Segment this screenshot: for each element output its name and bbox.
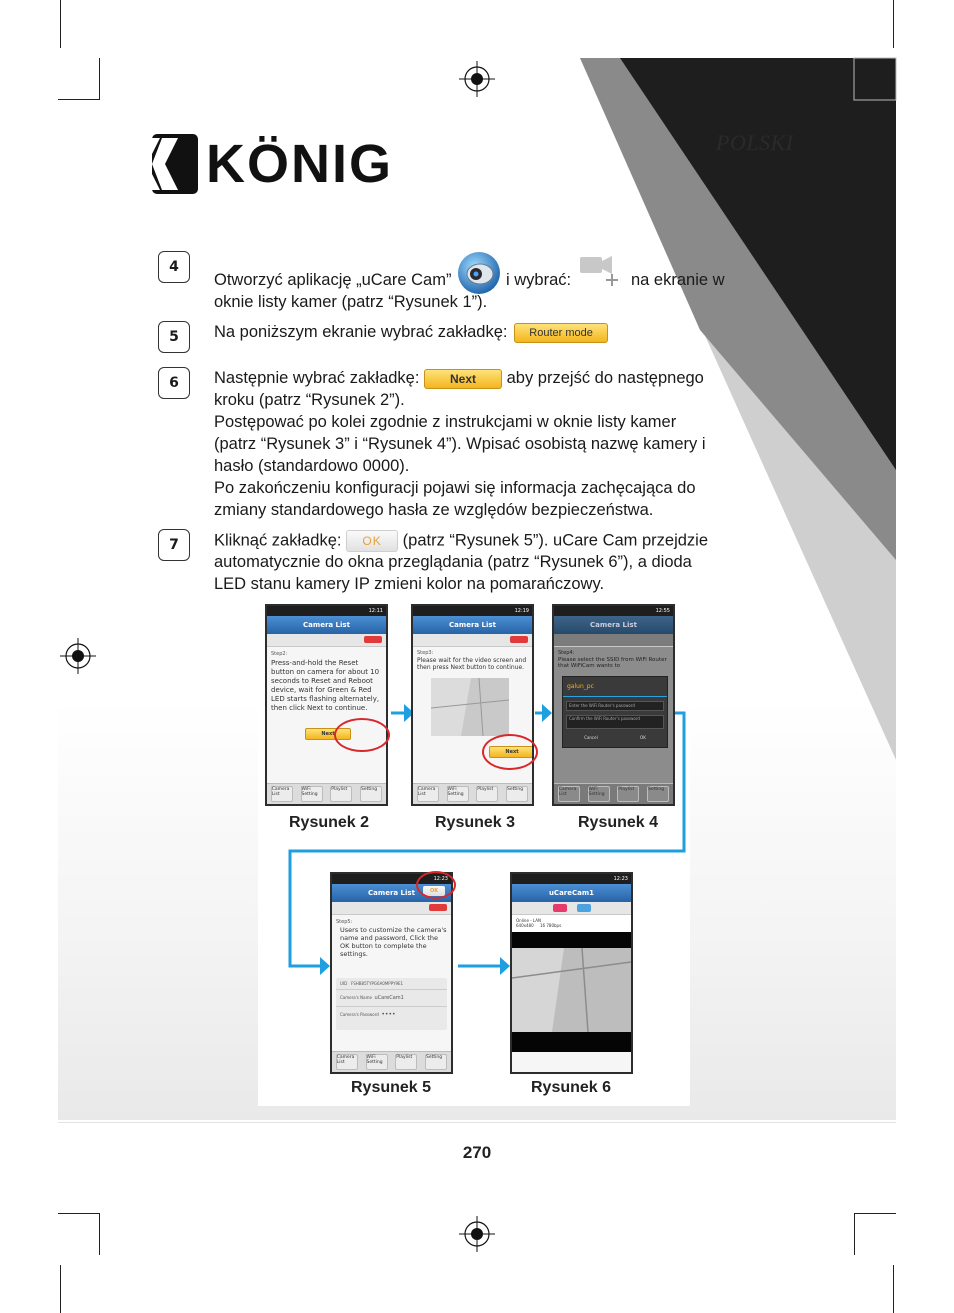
sub-toolbar [512, 902, 631, 915]
step-text: na ekranie w [631, 271, 725, 289]
step-text: zmiany standardowego hasła ze względów bezpieczeństwa. [214, 501, 654, 519]
audio-icon[interactable] [577, 904, 591, 912]
konig-logo-icon [152, 134, 198, 194]
step-number: 4 [158, 251, 190, 283]
step-text: hasło (standardowo 0000). [214, 457, 410, 475]
status-bar [512, 874, 631, 884]
step-text: automatycznie do okna przeglądania (patrz “Rysunek 6”), a dioda [214, 553, 692, 571]
bottom-tab-bar [554, 783, 673, 804]
tab-playlist[interactable]: Playlist [330, 786, 352, 802]
step-text: aby przejść do następnego [506, 369, 704, 387]
screen-title: Camera List [413, 616, 532, 634]
tab-wifi-setting[interactable]: WiFi Setting [366, 1054, 388, 1070]
add-camera-icon [580, 253, 622, 287]
step-text: (patrz “Rysunek 3” i “Rysunek 4”). Wpisać osobistą nazwę kamery i [214, 435, 706, 453]
page-number: 270 [462, 1143, 492, 1162]
screenshot-step2 [265, 604, 388, 806]
figure-caption: Rysunek 5 [351, 1079, 432, 1096]
tab-setting[interactable]: Setting [360, 786, 382, 802]
next-button[interactable]: Next [489, 746, 534, 758]
step-text: kroku (patrz “Rysunek 2”). [214, 391, 405, 409]
bottom-tab-bar [413, 783, 532, 804]
camera-form [336, 978, 447, 1030]
screenshot-step6 [510, 872, 633, 1074]
wifi-password-dialog [562, 676, 668, 748]
camera-name-input[interactable]: uCareCam1 [374, 995, 404, 1001]
tab-wifi-setting[interactable]: WiFi Setting [301, 786, 323, 802]
tab-playlist[interactable]: Playlist [476, 786, 498, 802]
tab-camera-list[interactable]: Camera List [271, 786, 293, 802]
status-bar [554, 606, 673, 616]
screenshot-step5 [330, 872, 453, 1074]
step-text: Następnie wybrać zakładkę: [214, 369, 420, 387]
tab-setting[interactable]: Setting [425, 1054, 447, 1070]
step-instructions: Please select the SSID from WiFi Router that WiFiCam wants to [558, 656, 667, 669]
tab-setting[interactable]: Setting [506, 786, 528, 802]
tab-playlist[interactable]: Playlist [395, 1054, 417, 1070]
screen-title-text: Camera List [368, 889, 415, 897]
screen-content [554, 647, 673, 673]
step-text: Kliknąć zakładkę: [214, 531, 342, 550]
close-icon [429, 904, 447, 911]
screen-title: uCareCam1 [512, 884, 631, 902]
ssid-label: galun_pc [563, 677, 667, 697]
tab-wifi-setting[interactable]: WiFi Setting [447, 786, 469, 802]
step-number: 6 [158, 367, 190, 399]
router-mode-button[interactable]: Router mode [514, 323, 608, 343]
figure-caption: Rysunek 4 [578, 814, 659, 831]
next-button[interactable]: Next [305, 728, 351, 740]
status-bar [413, 606, 532, 616]
step-label: Step4: [558, 650, 575, 656]
figure-caption: Rysunek 6 [531, 1079, 612, 1096]
tab-camera-list[interactable]: Camera List [336, 1054, 358, 1070]
step-5-line [214, 322, 734, 344]
resolution-value: 640x480 [516, 923, 534, 928]
close-icon [364, 636, 382, 643]
ok-button[interactable]: OK [423, 886, 445, 896]
sub-toolbar [267, 634, 386, 647]
step-text: Na poniższym ekranie wybrać zakładkę: [214, 323, 508, 341]
status-bar [267, 606, 386, 616]
camera-password-input[interactable]: •••• [381, 1011, 396, 1018]
bottom-tab-bar [332, 1051, 451, 1072]
highlight-circle [416, 871, 456, 899]
step-text: (patrz “Rysunek 5”). uCare Cam przejdzie [402, 531, 709, 550]
step-label: Step5: [336, 919, 353, 925]
language-label: POLSKI [716, 130, 794, 155]
screenshot-step3 [411, 604, 534, 806]
highlight-circle [334, 718, 390, 752]
sub-toolbar [332, 902, 451, 915]
bitrate-value: 16 780bps [540, 923, 562, 928]
status-time: 12:19 [514, 608, 529, 614]
status-time: 12:23 [613, 876, 628, 882]
uid-label: UID [340, 981, 348, 986]
dialog-ok-button[interactable]: OK [640, 735, 646, 740]
tab-camera-list[interactable]: Camera List [558, 786, 580, 802]
sub-toolbar [554, 634, 673, 647]
step-text: Otworzyć aplikację „uCare Cam” [214, 271, 452, 289]
step-number: 7 [158, 529, 190, 561]
status-time: 12:23 [433, 876, 448, 882]
close-icon [510, 636, 528, 643]
step-text: oknie listy kamer (patrz “Rysunek 1”). [214, 293, 488, 311]
figure-caption: Rysunek 3 [435, 814, 516, 831]
tab-setting[interactable]: Setting [647, 786, 669, 802]
step-number: 5 [158, 321, 190, 353]
tab-camera-list[interactable]: Camera List [417, 786, 439, 802]
camera-name-label: Camera's Name [340, 995, 372, 1000]
ucare-cam-app-icon [456, 250, 502, 296]
bottom-tab-bar [267, 783, 386, 804]
confirm-password-input[interactable]: Confirm the WiFi Router's password [566, 715, 664, 729]
status-time: 12:11 [368, 608, 383, 614]
tab-playlist[interactable]: Playlist [617, 786, 639, 802]
connection-status: Online - LAN [516, 918, 541, 923]
record-icon[interactable] [553, 904, 567, 912]
step-text: i wybrać: [506, 271, 572, 289]
figure-caption: Rysunek 2 [289, 814, 370, 831]
step-instructions: Users to customize the camera's name and password, Click the OK button to complete the settings. [340, 926, 447, 958]
next-button[interactable]: Next [424, 369, 502, 389]
camera-video-preview [431, 678, 509, 736]
camera-password-label: Camera's Password [340, 1012, 379, 1017]
step-7-line [214, 530, 734, 552]
step-text: Postępować po kolei zgodnie z instrukcjami w oknie listy kamer [214, 413, 677, 431]
status-time: 12:55 [655, 608, 670, 614]
step-text: Po zakończeniu konfiguracji pojawi się informacja zachęcająca do [214, 479, 696, 497]
video-area [512, 932, 631, 1052]
step-label: Step3: [417, 650, 434, 656]
tab-wifi-setting[interactable]: WiFi Setting [588, 786, 610, 802]
step-text: LED stanu kamery IP zmieni kolor na pomarańczowy. [214, 575, 605, 593]
uid-value: FSHB85TYPG6A0MPPY9E1 [351, 981, 404, 986]
screen-content [267, 647, 386, 716]
step-label: Step2: [271, 651, 288, 657]
sub-toolbar [413, 634, 532, 647]
footer-divider [58, 1122, 896, 1123]
screen-content [413, 647, 532, 674]
screen-content [332, 915, 451, 961]
screen-title: Camera List [267, 616, 386, 634]
step-instructions: Press-and-hold the Reset button on camera for about 10 seconds to Reset and Reboot device, wait for Green & Red LED starts flashing alternately, then click Next to continue. [271, 659, 380, 712]
highlight-circle [482, 734, 538, 770]
ok-button[interactable]: OK [346, 530, 398, 552]
logo-wordmark: KÖNIG [206, 134, 394, 194]
screen-title: Camera List [554, 616, 673, 634]
step-6-line [214, 368, 734, 390]
cancel-button[interactable]: Cancel [584, 735, 598, 740]
live-video-frame[interactable] [512, 948, 631, 1032]
step-instructions: Please wait for the video screen and then press Next button to continue. [417, 657, 527, 671]
screenshot-step4 [552, 604, 675, 806]
password-input[interactable]: Enter the WiFi Router's password [566, 701, 664, 711]
